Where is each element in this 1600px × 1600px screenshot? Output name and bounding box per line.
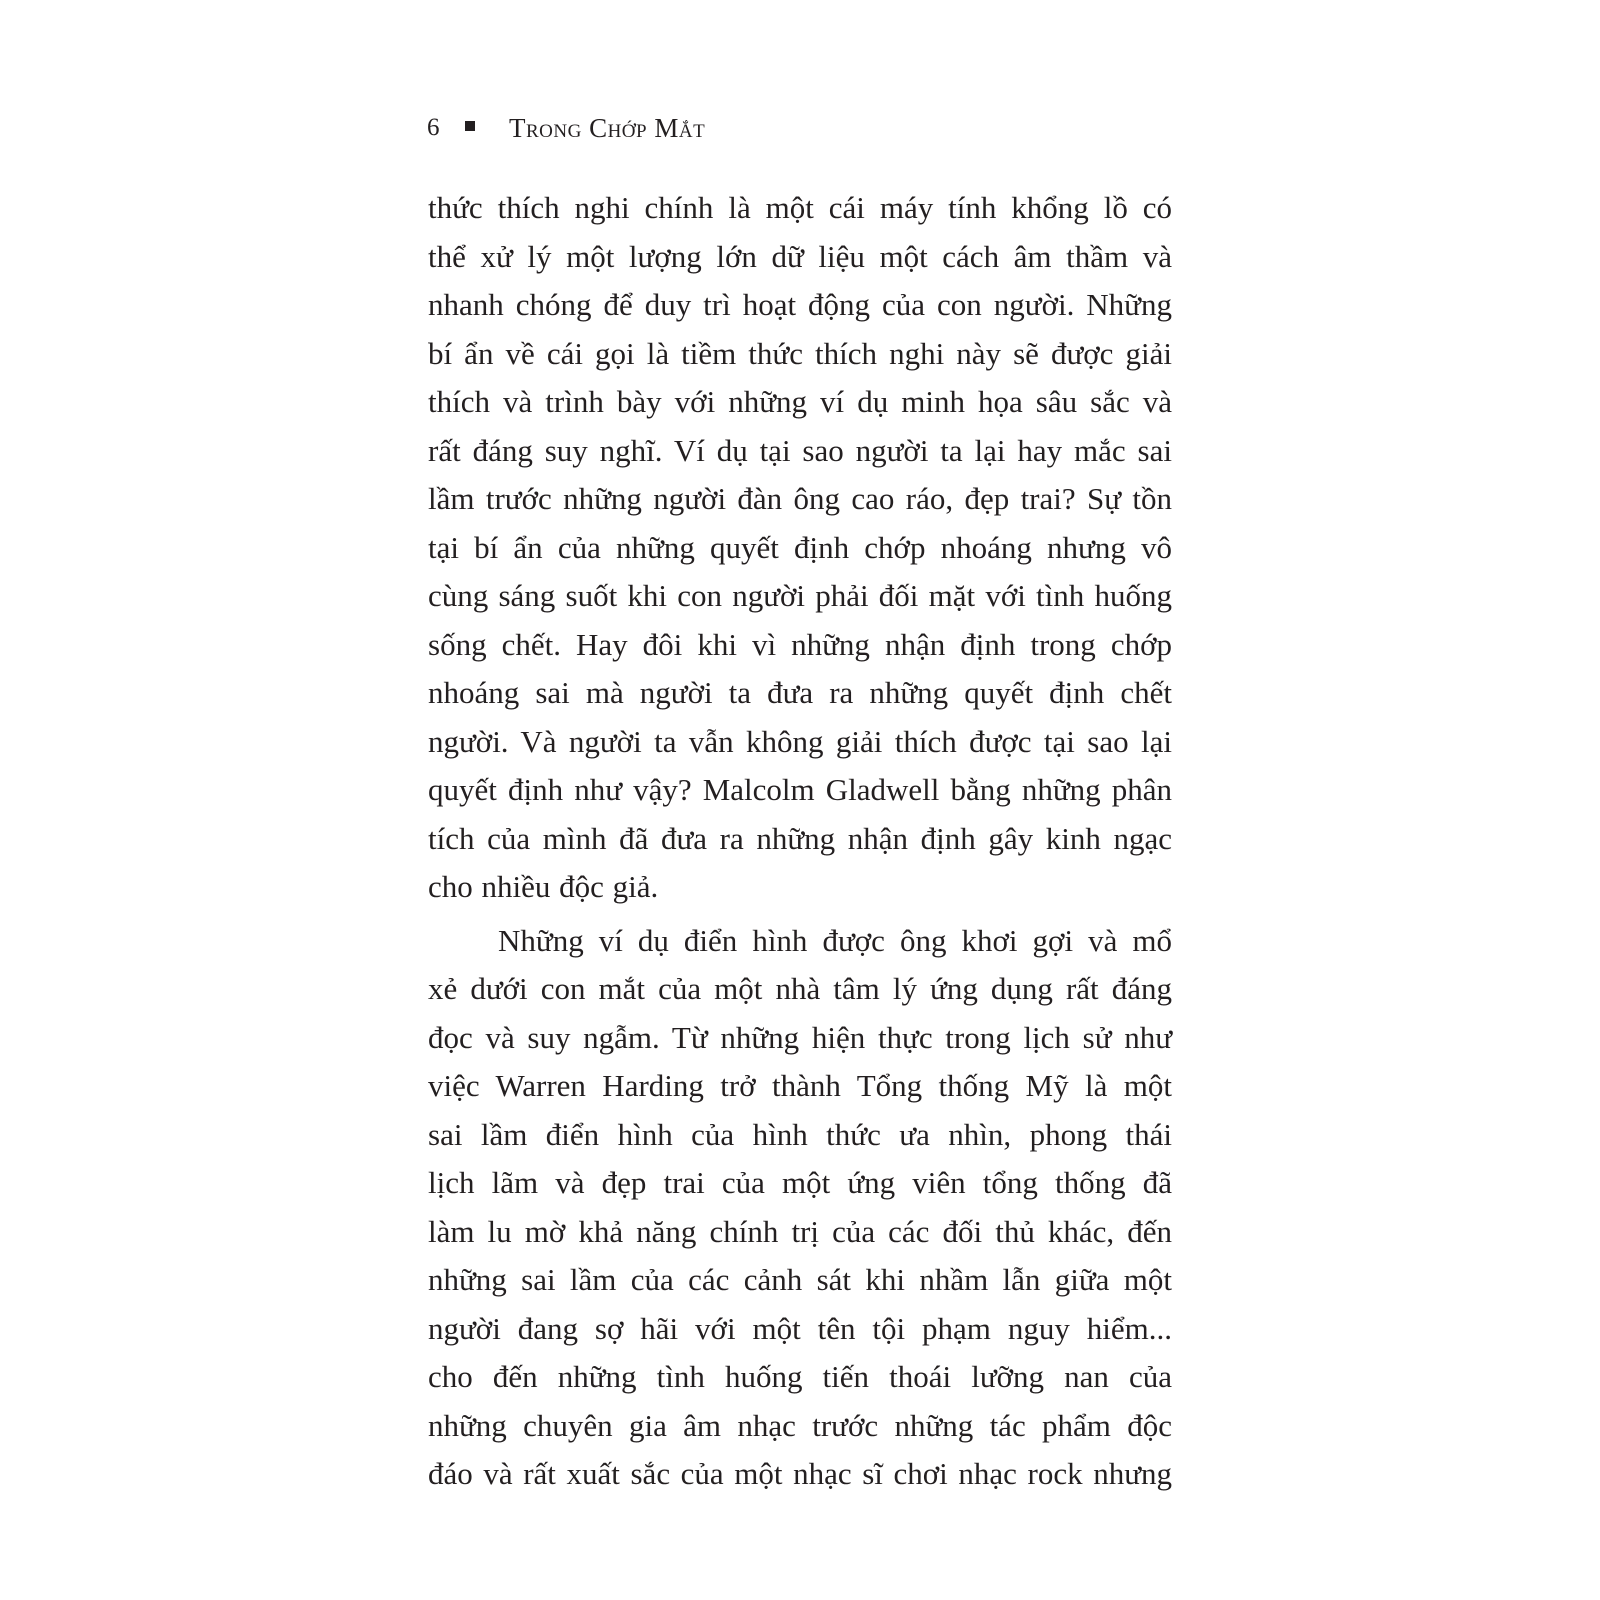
body-text bbox=[428, 184, 1172, 1499]
page-number: 6 bbox=[427, 114, 440, 141]
paragraph-1 bbox=[428, 184, 1172, 912]
book-title: Trong Chớp Mắt bbox=[509, 112, 706, 143]
text-line: việc Warren Harding trở thành Tổng thống Mỹ là một bbox=[428, 1068, 1172, 1103]
text-line: cùng sáng suốt khi con người phải đối mặt với tình huống bbox=[428, 578, 1172, 613]
text-line: nhanh chóng để duy trì hoạt động của con người. Những bbox=[428, 287, 1172, 322]
text-line: cho nhiều độc giả. bbox=[428, 869, 659, 904]
text-line: thích và trình bày với những ví dụ minh họa sâu sắc và bbox=[428, 384, 1172, 419]
text-line: đáo và rất xuất sắc của một nhạc sĩ chơi nhạc rock nhưng bbox=[428, 1456, 1172, 1491]
text-line: người. Và người ta vẫn không giải thích được tại sao lại bbox=[428, 723, 1172, 759]
running-head bbox=[427, 108, 705, 148]
text-line: bí ẩn về cái gọi là tiềm thức thích nghi này sẽ được giải bbox=[428, 335, 1172, 371]
text-line: Những ví dụ điển hình được ông khơi gợi và mổ bbox=[498, 922, 1172, 958]
text-line: những sai lầm của các cảnh sát khi nhầm lẫn giữa một bbox=[428, 1262, 1172, 1297]
text-line: rất đáng suy nghĩ. Ví dụ tại sao người ta lại hay mắc sai bbox=[428, 432, 1172, 468]
text-line: người đang sợ hãi với một tên tội phạm nguy hiểm... bbox=[428, 1310, 1172, 1346]
text-line: cho đến những tình huống tiến thoái lưỡng nan của bbox=[428, 1359, 1172, 1394]
text-line: lầm trước những người đàn ông cao ráo, đẹp trai? Sự tồn bbox=[428, 481, 1172, 516]
text-line: sai lầm điển hình của hình thức ưa nhìn, phong thái bbox=[428, 1116, 1172, 1152]
text-line: tại bí ẩn của những quyết định chớp nhoáng nhưng vô bbox=[428, 529, 1172, 565]
text-line: những chuyên gia âm nhạc trước những tác phẩm độc bbox=[428, 1407, 1172, 1443]
text-line: làm lu mờ khả năng chính trị của các đối thủ khác, đến bbox=[428, 1213, 1172, 1249]
paragraph-2 bbox=[428, 917, 1172, 1499]
text-line: thể xử lý một lượng lớn dữ liệu một cách âm thầm và bbox=[428, 238, 1172, 274]
text-line: sống chết. Hay đôi khi vì những nhận định trong chớp bbox=[428, 626, 1172, 662]
text-line: xẻ dưới con mắt của một nhà tâm lý ứng dụng rất đáng bbox=[428, 971, 1172, 1006]
text-line: thức thích nghi chính là một cái máy tính khổng lồ có bbox=[428, 190, 1172, 225]
text-line: nhoáng sai mà người ta đưa ra những quyết định chết bbox=[428, 675, 1172, 710]
text-line: lịch lãm và đẹp trai của một ứng viên tổng thống đã bbox=[428, 1165, 1172, 1200]
text-line: tích của mình đã đưa ra những nhận định gây kinh ngạc bbox=[428, 820, 1172, 856]
square-bullet-icon bbox=[465, 121, 475, 131]
text-line: đọc và suy ngẫm. Từ những hiện thực trong lịch sử như bbox=[428, 1019, 1172, 1055]
text-line: quyết định như vậy? Malcolm Gladwell bằng những phân bbox=[428, 772, 1172, 807]
